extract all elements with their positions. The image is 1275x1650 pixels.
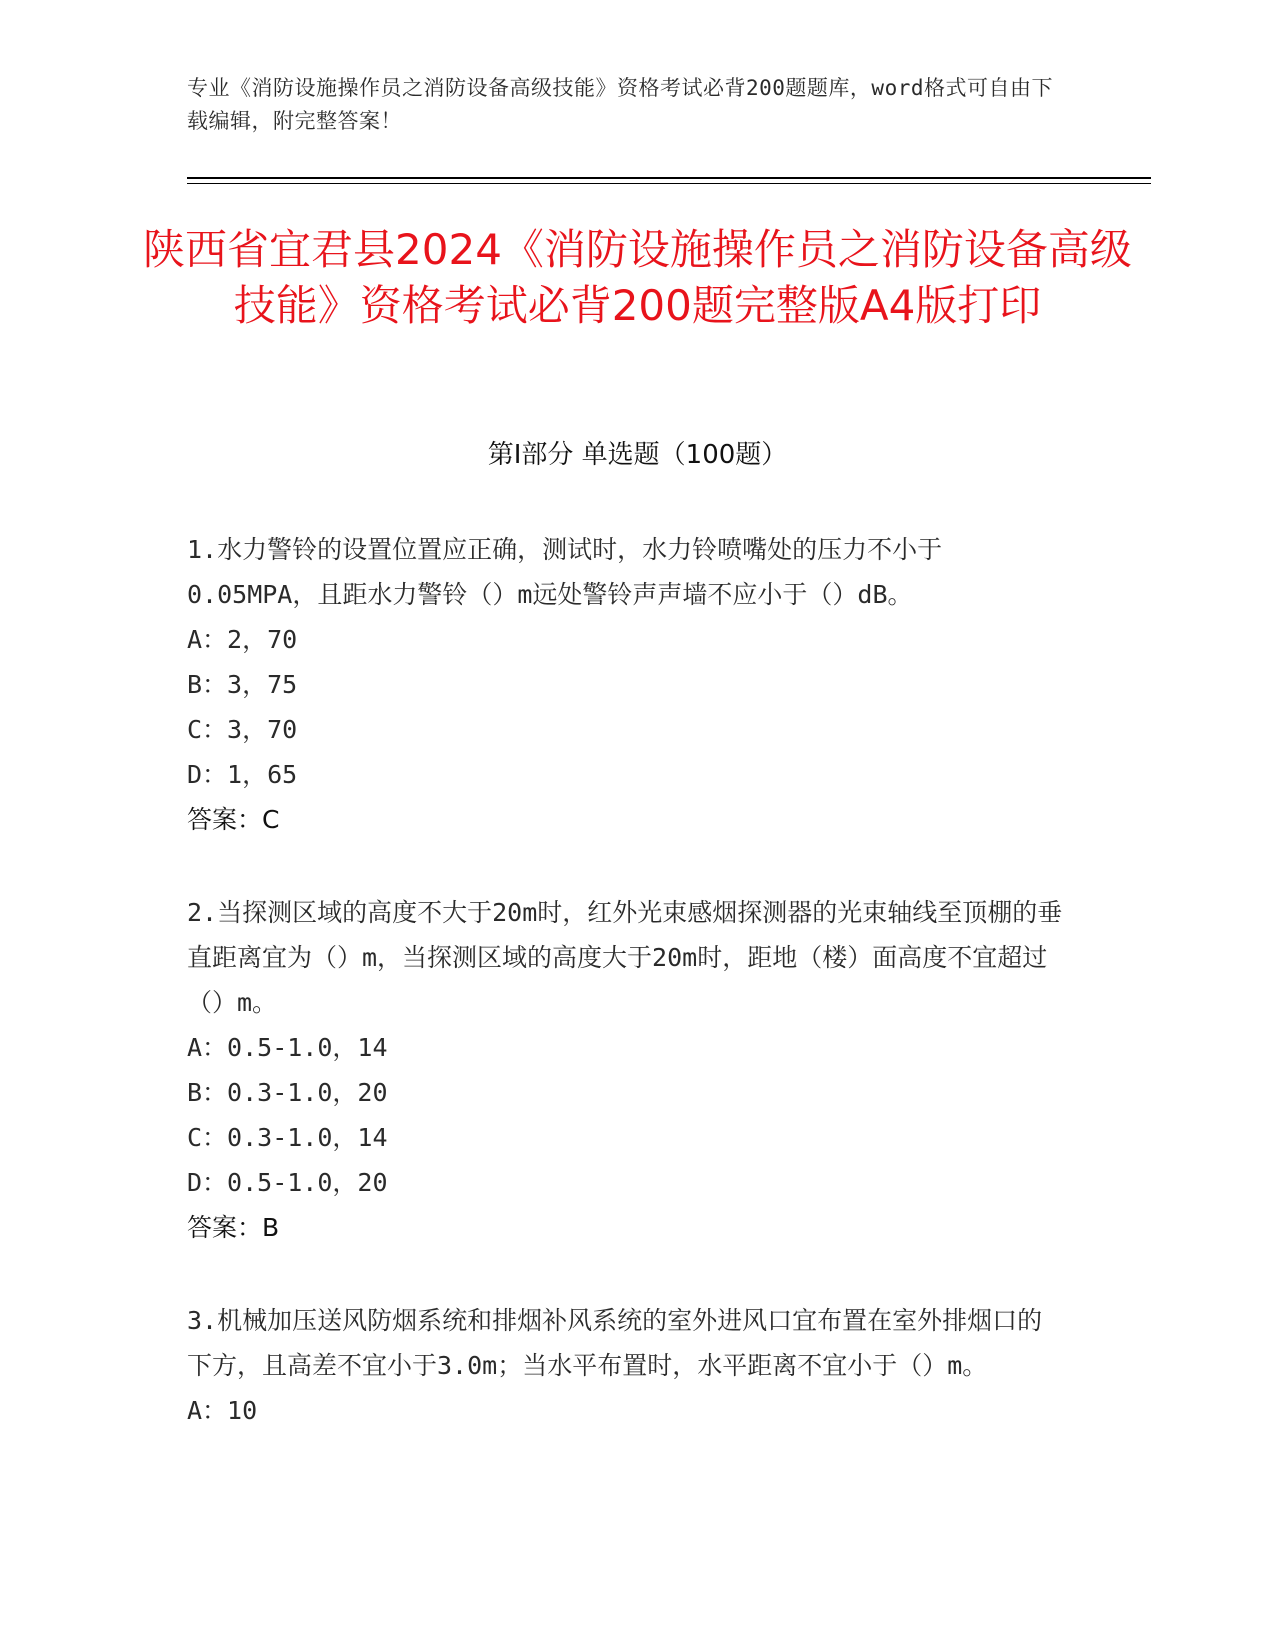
header-divider-thick <box>187 177 1151 179</box>
question-text: 1.水力警铃的设置位置应正确，测试时，水力铃喷嘴处的压力不小于0.05MPA，且距水力警铃（）m远处警铃声声墙不应小于（）dB。 <box>187 535 943 609</box>
header-divider-thin <box>187 183 1151 184</box>
question-option: A：10 <box>187 1396 258 1425</box>
question-option: D：1，65 <box>187 760 298 789</box>
question-answer: 答案：C <box>187 805 280 834</box>
question-option: B：0.3-1.0，20 <box>187 1078 388 1107</box>
question-text: 2.当探测区域的高度不大于20m时，红外光束感烟探测器的光束轴线至顶棚的垂直距离宜为（）m，当探测区域的高度大于20m时，距地（楼）面高度不宜超过（）m。 <box>187 898 1063 1017</box>
question-item <box>187 890 1067 1250</box>
document-title: 陕西省宜君县2024《消防设施操作员之消防设备高级技能》资格考试必背200题完整版A4版打印 <box>143 225 1132 330</box>
question-item <box>187 527 1067 842</box>
question-option: C：0.3-1.0，14 <box>187 1123 388 1152</box>
question-option: A：2，70 <box>187 625 298 654</box>
section-title: 第I部分 单选题（100题） <box>487 440 788 470</box>
question-text: 3.机械加压送风防烟系统和排烟补风系统的室外进风口宜布置在室外排烟口的下方，且高差不宜小于3.0m；当水平布置时，水平距离不宜小于（）m。 <box>187 1306 1043 1380</box>
header-note: 专业《消防设施操作员之消防设备高级技能》资格考试必背200题题库，word格式可自由下载编辑，附完整答案！ <box>187 76 1053 133</box>
question-answer: 答案：B <box>187 1213 280 1242</box>
question-item <box>187 1298 1067 1433</box>
question-option: A：0.5-1.0，14 <box>187 1033 388 1062</box>
question-option: C：3，70 <box>187 715 298 744</box>
question-list <box>187 527 1067 1433</box>
question-option: B：3，75 <box>187 670 298 699</box>
question-option: D：0.5-1.0，20 <box>187 1168 388 1197</box>
